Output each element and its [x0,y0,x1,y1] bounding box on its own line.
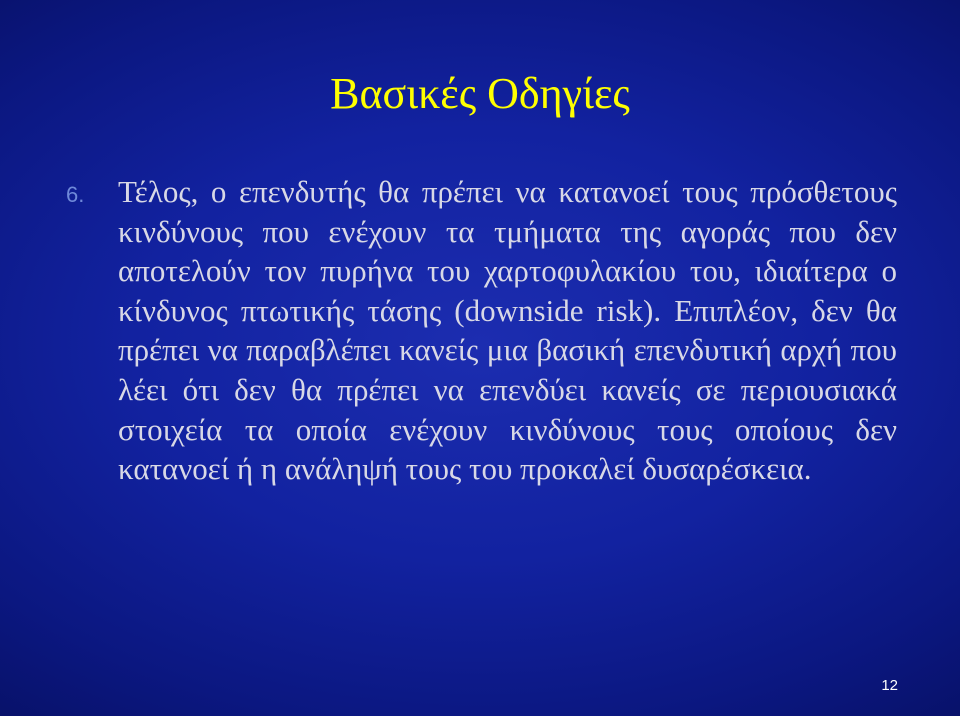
slide-page-number: 12 [881,677,898,694]
bullet-number: 6. [66,182,85,207]
slide-title: Βασικές Οδηγίες [330,69,630,118]
bullet-paragraph: Τέλος, ο επενδυτής θα πρέπει να κατανοεί τους πρόσθετους κινδύνους που ενέχουν τα τμήματα της αγοράς που δεν αποτελούν τον πυρήνα του χαρτοφυλακίου του, ιδιαίτερα ο κίνδυνος πτωτικής τάσης (downside risk). Επιπλέον, δεν θα πρέπει να παραβλέπει κανείς μια βασική επενδυτική αρχή που λέει ότι δεν θα πρέπει να επενδύει κανείς σε περιουσιακά στοιχεία τα οποία ενέχουν κινδύνους τους οποίους δεν κατανοεί ή η ανάληψή τους του προκαλεί δυσαρέσκεια. [118,174,897,487]
